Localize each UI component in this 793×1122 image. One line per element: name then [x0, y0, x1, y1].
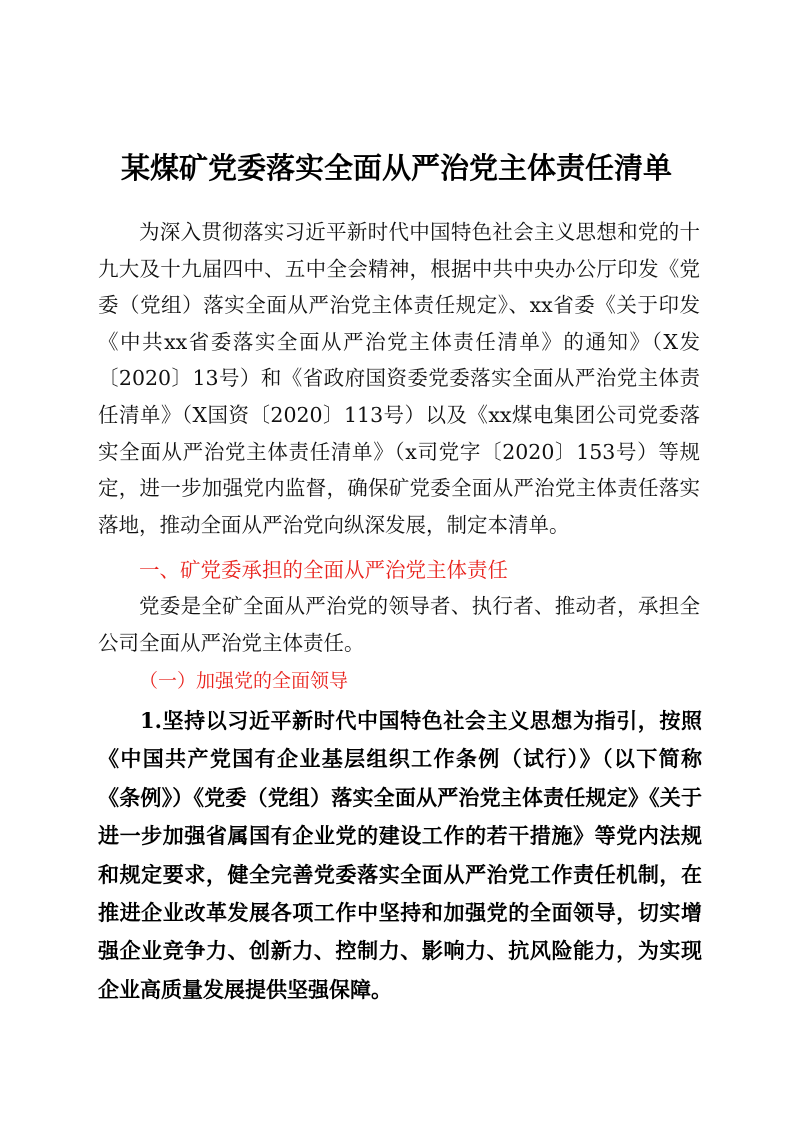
- item-paragraph: 1.坚持以习近平新时代中国特色社会主义思想为指引，按照《中国共产党国有企业基层组织工作条例（试行）》（以下简称《条例》）《党委（党组）落实全面从严治党主体责任规定》《关于进一步加强省属国有企业党的建设工作的若干措施》等党内法规和规定要求，健全完善党委落实全面从严治党工作责任机制，在推进企业改革发展各项工作中坚持和加强党的全面领导，切实增强企业竞争力、创新力、控制力、影响力、抗风险能力，为实现企业高质量发展提供坚强保障。: [98, 708, 702, 1002]
- document-title: 某煤矿党委落实全面从严治党主体责任清单: [120, 151, 672, 185]
- section-paragraph: 党委是全矿全面从严治党的领导者、执行者、推动者，承担全公司全面从严治党主体责任。: [98, 594, 700, 655]
- section-heading: 一、矿党委承担的全面从严治党主体责任: [139, 558, 508, 582]
- intro-paragraph: 为深入贯彻落实习近平新时代中国特色社会主义思想和党的十九大及十九届四中、五中全会精神，根据中共中央办公厅印发《党委（党组）落实全面从严治党主体责任规定》、xx省委《关于印发《中共xx省委落实全面从严治党主体责任清单》的通知》（X发〔2020〕13号）和《省政府国资委党委落实全面从严治党主体责任清单》（X国资〔2020〕113号）以及《xx煤电集团公司党委落实全面从严治党主体责任清单》（x司党字〔2020〕153号）等规定，进一步加强党内监督，确保矿党委全面从严治党主体责任落实落地，推动全面从严治党向纵深发展，制定本清单。: [98, 220, 700, 537]
- subsection-heading: （一）加强党的全面领导: [139, 670, 349, 692]
